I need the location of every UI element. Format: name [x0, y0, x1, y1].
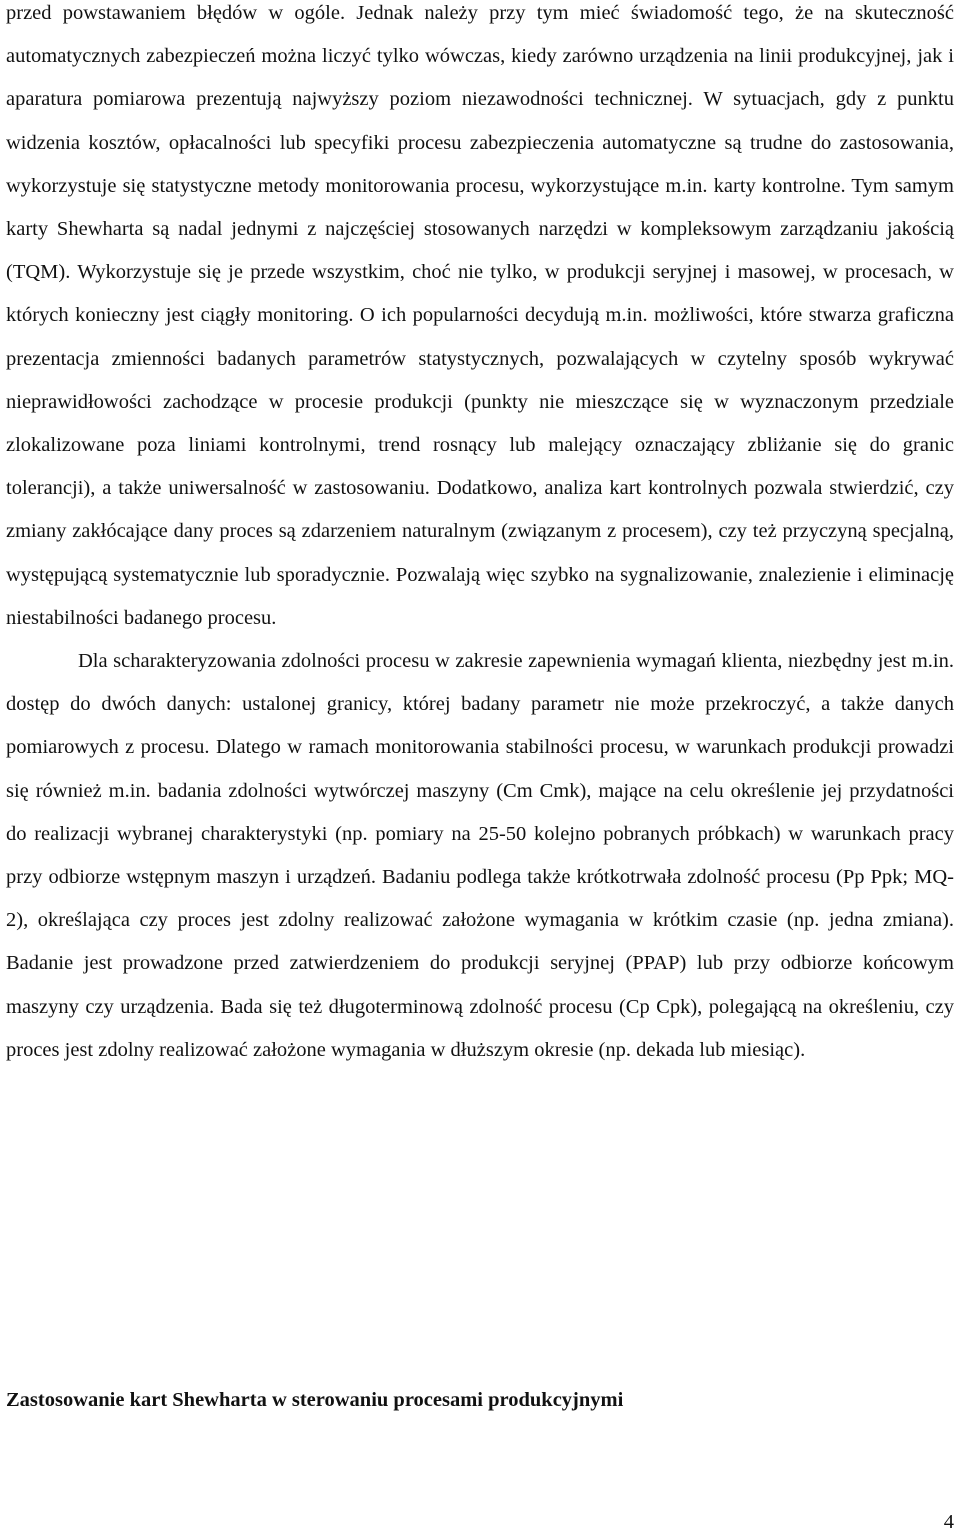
page-number: 4	[943, 1511, 954, 1533]
body-paragraph-2: Dla scharakteryzowania zdolności procesu w zakresie zapewnienia wymagań klienta, niezbędny jest m.in. dostęp do dwóch danych: ustalonej granicy, której badany parametr nie może przekroczyć, a także danych pomiarowych z procesu. Dlatego w ramach monitorowania stabilności procesu, w warunkach produkcji prowadzi się również m.in. badania zdolności wytwórczej maszyny (Cm Cmk), mające na celu określenie jej przydatności do realizacji wybranej charakterystyki (np. pomiary na 25-50 kolejno pobranych próbkach) w warunkach pracy przy odbiorze wstępnym maszyn i urządzeń. Badaniu podlega także krótkotrwała zdolność procesu (Pp Ppk; MQ-2), określająca czy proces jest zdolny realizować założone wymagania w krótkim czasie (np. jedna zmiana). Badanie jest prowadzone przed zatwierdzeniem do produkcji seryjnej (PPAP) lub przy odbiorze końcowym maszyny czy urządzenia. Bada się też długoterminową zdolność procesu (Cp Cpk), polegającą na określeniu, czy proces jest zdolny realizować założone wymagania w dłuższym okresie (np. dekada lub miesiąc).	[6, 650, 954, 1061]
document-page	[6, 0, 954, 1411]
section-heading: Zastosowanie kart Shewharta w sterowaniu procesami produkcyjnymi	[6, 1389, 624, 1411]
body-paragraph-1: przed powstawaniem błędów w ogóle. Jednak należy przy tym mieć świadomość tego, że na skuteczność automatycznych zabezpieczeń można liczyć tylko wówczas, kiedy zarówno urządzenia na linii produkcyjnej, jak i aparatura pomiarowa prezentują najwyższy poziom niezawodności technicznej. W sytuacjach, gdy z punktu widzenia kosztów, opłacalności lub specyfiki procesu zabezpieczenia automatyczne są trudne do zastosowania, wykorzystuje się statystyczne metody monitorowania procesu, wykorzystujące m.in. karty kontrolne. Tym samym karty Shewharta są nadal jednymi z najczęściej stosowanych narzędzi w kompleksowym zarządzaniu jakością (TQM). Wykorzystuje się je przede wszystkim, choć nie tylko, w produkcji seryjnej i masowej, w procesach, w których konieczny jest ciągły monitoring. O ich popularności decydują m.in. możliwości, które stwarza graficzna prezentacja zmienności badanych parametrów statystycznych, pozwalających w czytelny sposób wykrywać nieprawidłowości zachodzące w procesie produkcji (punkty nie mieszczące się w wyznaczonym przedziale zlokalizowane poza liniami kontrolnymi, trend rosnący lub malejący oznaczający zbliżanie się do granic tolerancji), a także uniwersalność w zastosowaniu. Dodatkowo, analiza kart kontrolnych pozwala stwierdzić, czy zmiany zakłócające dany proces są zdarzeniem naturalnym (związanym z procesem), czy też przyczyną specjalną, występującą systematycznie lub sporadycznie. Pozwalają więc szybko na sygnalizowanie, znalezienie i eliminację niestabilności badanego procesu.	[6, 2, 954, 629]
